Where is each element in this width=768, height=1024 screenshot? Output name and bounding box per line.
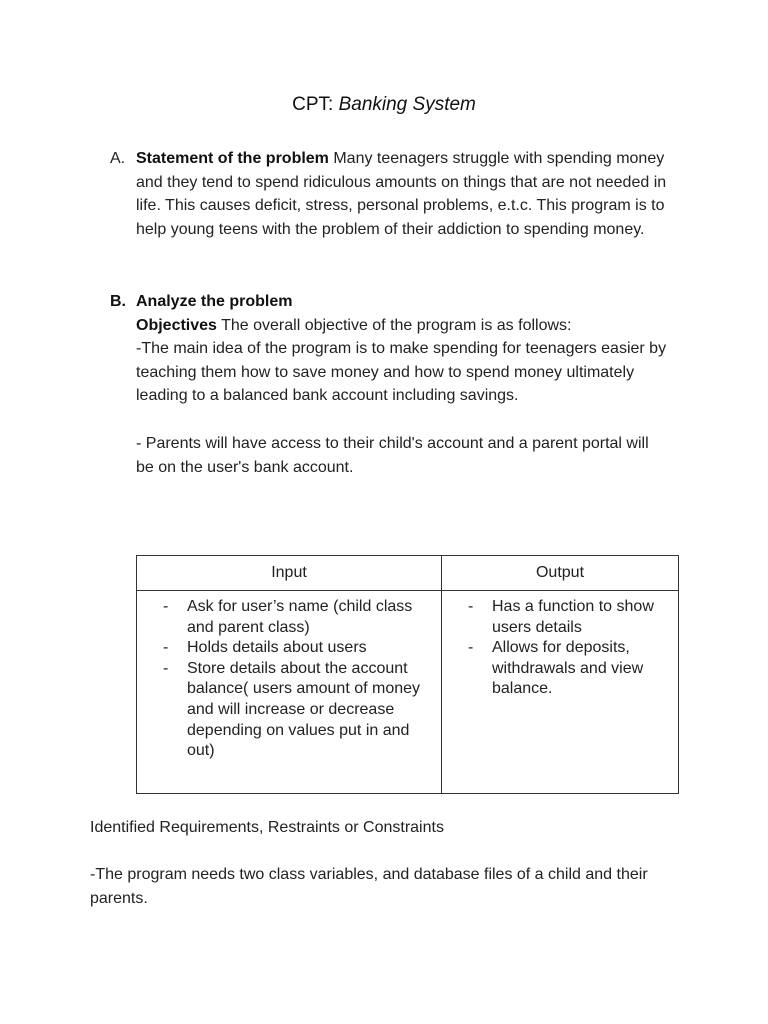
output-item-2: - Allows for deposits, withdrawals and view balance. [468, 638, 670, 700]
input-list [163, 597, 433, 762]
output-item-1: - Has a function to show users details [468, 597, 670, 638]
section-statement-of-problem [110, 147, 670, 241]
input-output-table [136, 555, 679, 794]
table-header-row [137, 556, 679, 591]
output-list [468, 597, 670, 700]
objective-1: -The main idea of the program is to make spending for teenagers easier by teaching them how to save money and how to spend money ultimately leading to a balanced bank account including savings. [136, 340, 667, 405]
section-analyze-problem [110, 290, 670, 479]
output-header: Output [442, 556, 679, 591]
input-item-3: - Store details about the account balance( users amount of money and will increase or decrease depending on values put in and out) [163, 659, 433, 762]
title-prefix: CPT: [292, 94, 339, 115]
requirements-heading: Identified Requirements, Restraints or Constraints [90, 819, 444, 836]
page-title [0, 92, 768, 118]
requirements-text: -The program needs two class variables, and database files of a child and their parents. [90, 866, 648, 907]
section-a-marker: A. [110, 150, 126, 167]
output-cell [442, 591, 679, 794]
input-item-2: - Holds details about users [163, 638, 433, 659]
objectives-line [136, 314, 670, 338]
objectives-intro: The overall objective of the program is as follows: [216, 316, 572, 334]
section-a-body [136, 147, 670, 241]
section-b-marker: B. [110, 293, 126, 310]
input-item-1: - Ask for user’s name (child class and parent class) [163, 597, 433, 638]
section-a-heading: Statement of the problem [136, 150, 329, 167]
title-subject: Banking System [338, 94, 476, 115]
section-b-body [136, 290, 670, 479]
objective-2: - Parents will have access to their child's account and a parent portal will be on the user's bank account. [136, 434, 649, 476]
section-b-heading: Analyze the problem [136, 293, 293, 310]
input-header: Input [137, 556, 442, 591]
table-row [137, 591, 679, 794]
objectives-label: Objectives [136, 316, 217, 334]
section-a-text: Many teenagers struggle with spending money and they tend to spend ridiculous amounts on things that are not needed in life. This causes deficit, stress, personal problems, e.t.c. This program is to help young teens with the problem of their addiction to spending money. [136, 150, 667, 238]
input-cell [137, 591, 442, 794]
